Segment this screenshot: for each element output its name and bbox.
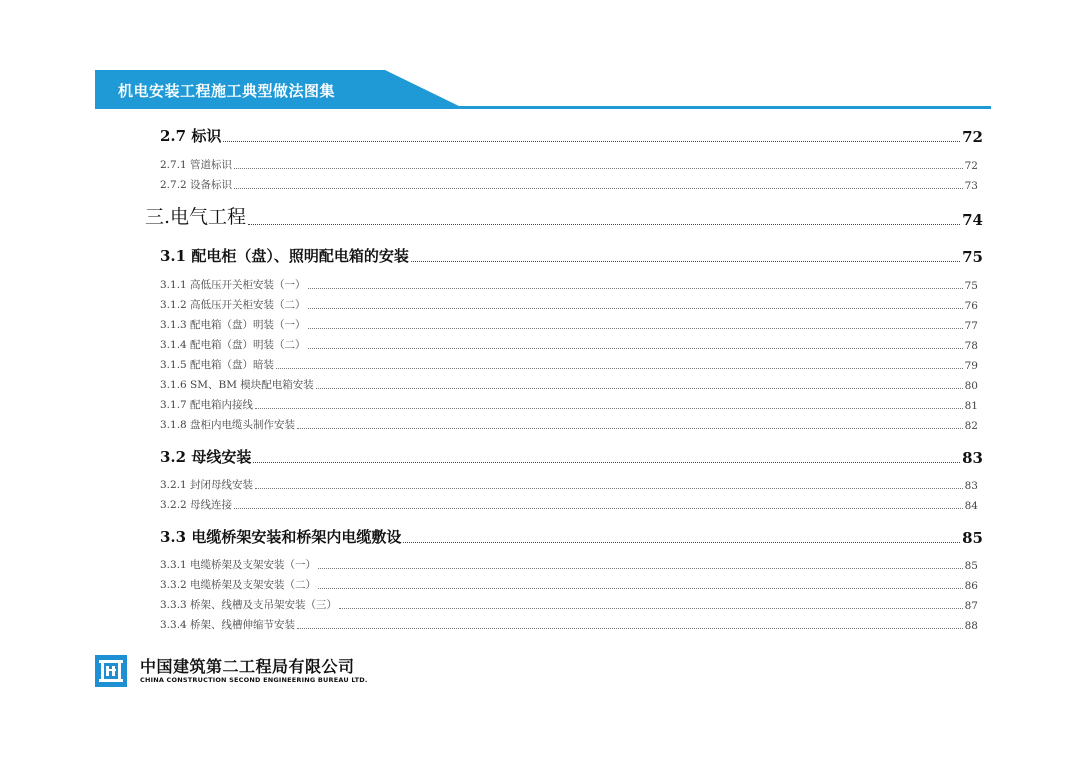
toc-entry-title: 2.7.2 设备标识	[160, 179, 233, 191]
toc-entry-page: 85	[962, 529, 983, 547]
toc-entry-page: 87	[964, 600, 978, 612]
toc-entry-title: 3.3.1 电缆桥架及支架安装（一）	[160, 559, 317, 571]
toc-entry[interactable]	[160, 578, 978, 592]
toc-entry[interactable]	[160, 378, 978, 392]
dot-leader	[253, 462, 960, 463]
dot-leader	[339, 608, 963, 609]
dot-leader	[411, 261, 960, 262]
dot-leader	[255, 488, 963, 489]
header-title: 机电安装工程施工典型做法图集	[118, 82, 336, 100]
toc-entry[interactable]	[160, 158, 978, 172]
toc-entry-page: 83	[962, 449, 983, 467]
toc-entry-title: 3.1.4 配电箱（盘）明装（二）	[160, 339, 306, 351]
toc-entry-page: 75	[964, 280, 978, 292]
toc-entry-page: 84	[964, 500, 978, 512]
dot-leader	[308, 348, 963, 349]
toc-entry-title: 3.2.2 母线连接	[160, 499, 233, 511]
toc-entry[interactable]	[160, 126, 983, 146]
dot-leader	[308, 288, 963, 289]
toc-entry-page: 75	[962, 248, 983, 266]
dot-leader	[318, 568, 963, 569]
toc-entry-title: 3.3 电缆桥架安装和桥架内电缆敷设	[160, 528, 402, 546]
toc-entry-page: 82	[964, 420, 978, 432]
dot-leader	[308, 308, 963, 309]
company-name-cn: 中国建筑第二工程局有限公司	[140, 657, 355, 676]
toc-entry-title: 3.1.6 SM、BM 模块配电箱安装	[160, 379, 314, 391]
dot-leader	[234, 168, 963, 169]
toc-entry-title: 3.1.8 盘柜内电缆头制作安装	[160, 419, 296, 431]
dot-leader	[308, 328, 963, 329]
toc-entry[interactable]	[160, 618, 978, 632]
toc-entry[interactable]	[160, 338, 978, 352]
toc-entry-page: 88	[964, 620, 978, 632]
toc-entry-title: 3.2.1 封闭母线安装	[160, 479, 254, 491]
toc-entry-page: 78	[964, 340, 978, 352]
dot-leader	[234, 188, 963, 189]
toc-entry-page: 85	[964, 560, 978, 572]
toc-entry[interactable]	[160, 278, 978, 292]
toc-entry-title: 3.1.7 配电箱内接线	[160, 399, 254, 411]
toc-entry[interactable]	[160, 447, 983, 467]
toc-entry-page: 79	[964, 360, 978, 372]
dot-leader	[297, 428, 963, 429]
dot-leader	[297, 628, 963, 629]
toc-entry[interactable]	[160, 298, 978, 312]
toc-entry-page: 86	[964, 580, 978, 592]
toc-entry-page: 80	[964, 380, 978, 392]
toc-entry[interactable]	[160, 246, 983, 266]
toc-entry-title: 3.3.3 桥架、线槽及支吊架安装（三）	[160, 599, 338, 611]
toc-entry-title: 3.1.2 高低压开关柜安装（二）	[160, 299, 306, 311]
dot-leader	[316, 388, 963, 389]
toc-entry-title: 3.1.5 配电箱（盘）暗装	[160, 359, 275, 371]
toc-entry[interactable]	[160, 598, 978, 612]
toc-entry-page: 76	[964, 300, 978, 312]
toc-entry-page: 74	[962, 211, 983, 229]
company-name-en: CHINA CONSTRUCTION SECOND ENGINEERING BUREAU LTD.	[140, 676, 368, 684]
toc-entry-title: 3.1 配电柜（盘）、照明配电箱的安装	[160, 247, 409, 265]
toc-entry[interactable]	[160, 358, 978, 372]
toc-entry-title: 3.3.2 电缆桥架及支架安装（二）	[160, 579, 317, 591]
dot-leader	[276, 368, 963, 369]
toc-entry-page: 81	[964, 400, 978, 412]
toc-entry[interactable]	[160, 318, 978, 332]
cscec-logo-icon	[95, 655, 127, 687]
dot-leader	[248, 224, 960, 225]
toc-entry[interactable]	[160, 478, 978, 492]
toc-entry-title: 三.电气工程	[145, 206, 247, 228]
toc-entry[interactable]	[160, 398, 978, 412]
toc-entry-title: 3.1.1 高低压开关柜安装（一）	[160, 279, 306, 291]
dot-leader	[403, 542, 960, 543]
toc-entry-title: 3.1.3 配电箱（盘）明装（一）	[160, 319, 306, 331]
toc-entry-title: 2.7 标识	[160, 127, 222, 145]
toc-entry[interactable]	[145, 205, 983, 229]
dot-leader	[255, 408, 963, 409]
toc-entry-title: 3.3.4 桥架、线槽伸缩节安装	[160, 619, 296, 631]
toc-entry-title: 3.2 母线安装	[160, 448, 252, 466]
toc-entry-page: 73	[964, 180, 978, 192]
toc-entry-page: 77	[964, 320, 978, 332]
dot-leader	[223, 141, 960, 142]
toc-entry-page: 83	[964, 480, 978, 492]
dot-leader	[234, 508, 963, 509]
dot-leader	[318, 588, 963, 589]
toc-entry-page: 72	[964, 160, 978, 172]
toc-entry[interactable]	[160, 498, 978, 512]
toc-entry[interactable]	[160, 418, 978, 432]
toc-entry[interactable]	[160, 527, 983, 547]
toc-entry[interactable]	[160, 178, 978, 192]
toc-entry[interactable]	[160, 558, 978, 572]
toc-entry-title: 2.7.1 管道标识	[160, 159, 233, 171]
toc-entry-page: 72	[962, 128, 983, 146]
